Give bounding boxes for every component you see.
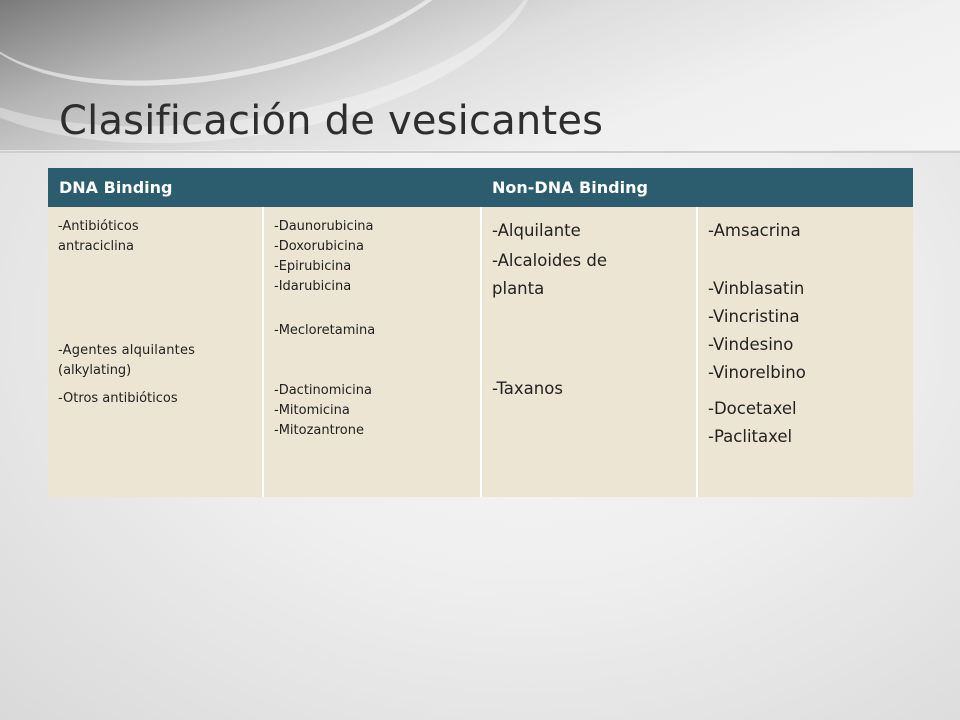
drug-item: -Mitomicina [274,403,350,418]
drug-item: -Paclitaxel [708,427,793,446]
drug-item: -Epirubicina [274,259,352,274]
category-alcaloides-cont: planta [492,279,545,298]
table-row [48,207,913,497]
non-dna-drugs-cell [697,207,913,497]
non-dna-categories-cell [481,207,697,497]
title-divider [0,151,960,153]
drug-item: -Dactinomicina [274,383,372,398]
drug-item: -Mecloretamina [274,323,376,338]
header-non-dna-binding: Non-DNA Binding [481,168,913,207]
category-alcaloides: -Alcaloides de [492,251,608,270]
category-taxanos: -Taxanos [492,379,563,398]
drug-item: -Vincristina [708,307,800,326]
drug-item: -Doxorubicina [274,239,364,254]
category-alquilantes: -Agentes alquilantes [58,343,196,358]
drug-item: -Idarubicina [274,279,352,294]
table-header-row [48,168,913,207]
category-alquilantes-cont: (alkylating) [58,363,132,378]
dna-drugs-cell [263,207,481,497]
drug-item: -Vinorelbino [708,363,806,382]
slide-title: Clasificación de vesicantes [59,98,604,144]
category-otros-antibioticos: -Otros antibióticos [58,391,178,406]
drug-item: -Docetaxel [708,399,797,418]
header-dna-binding: DNA Binding [48,168,481,207]
category-alquilante: -Alquilante [492,221,581,240]
drug-item: -Amsacrina [708,221,801,240]
category-antibioticos: -Antibióticos [58,219,139,234]
vesicants-table [48,168,913,497]
category-antibioticos-cont: antraciclina [58,239,134,254]
drug-item: -Vinblasatin [708,279,805,298]
drug-item: -Mitozantrone [274,423,364,438]
drug-item: -Daunorubicina [274,219,374,234]
drug-item: -Vindesino [708,335,794,354]
dna-categories-cell [48,207,263,497]
